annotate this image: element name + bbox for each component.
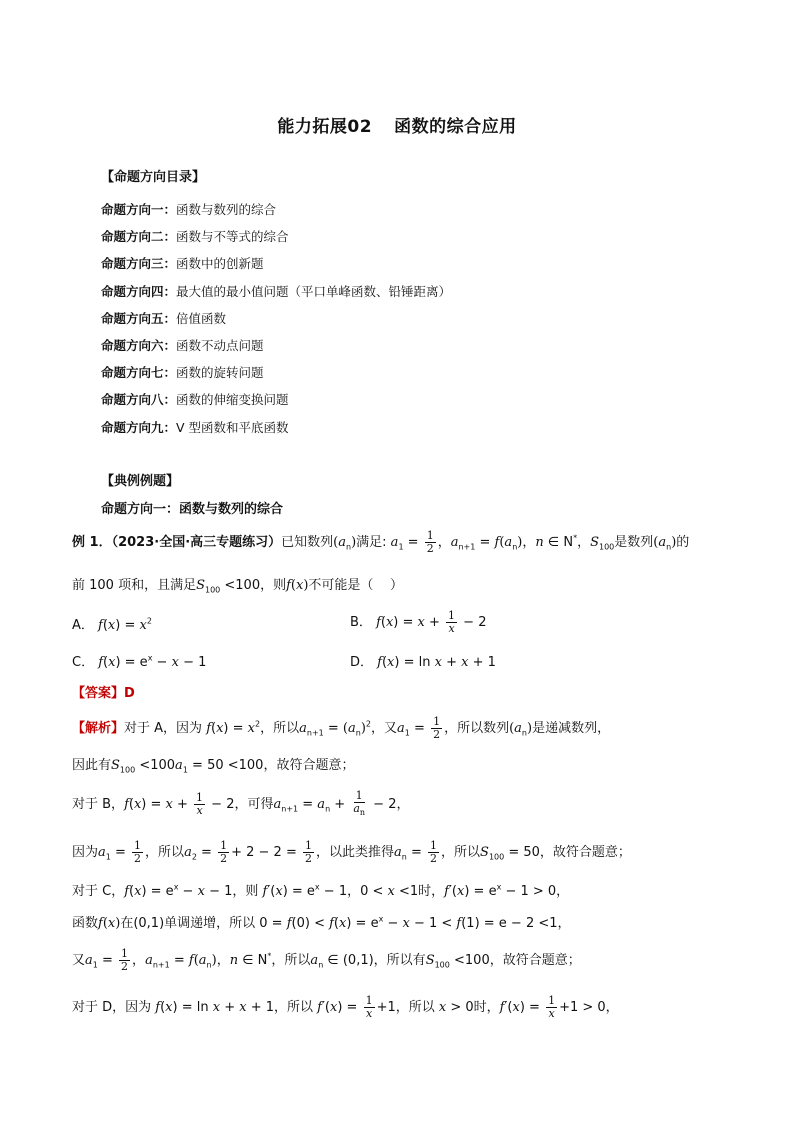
direction-heading: 命题方向一：函数与数列的综合: [101, 502, 284, 517]
toc-item: 命题方向五：倍值函数: [101, 310, 227, 326]
answer: 【答案】D: [72, 686, 135, 701]
toc-item: 命题方向八：函数的伸缩变换问题: [101, 392, 289, 408]
analysis-line-6: 函数f(x)在(0,1)单调递增，所以 $0 = f(0) < f(x) = e^x - x - 1 < f(1) = e - 2 <1$，: [72, 914, 571, 931]
page-title: 能力拓展02 函数的综合应用: [277, 117, 517, 137]
option-d: D． f(x) = ln x + x + 1: [350, 655, 496, 670]
option-a: A． $f(x) = x^2$: [72, 616, 152, 633]
option-b: B． f(x) = x + $\frac{1}{x}$ − 2: [350, 609, 487, 635]
toc-item: 命题方向三：函数中的创新题: [101, 256, 264, 272]
toc-item: 命题方向九：V 型函数和平底函数: [101, 419, 289, 435]
analysis-line-8: 对于 D，因为 f(x) = ln x + x + 1，所以 f′(x) = $\frac{1}{x}$ +1，所以 x > 0时，f′(x) = $\frac{1}{x}$ +1 > 0，: [72, 994, 619, 1020]
analysis-line-3: 对于 B，f(x) = x + $\frac{1}{x}$ − 2，可得$a_{n+1} = a_n$ + $\frac{1}{a_n}$ − 2，: [72, 789, 410, 818]
toc-item: 命题方向二：函数与不等式的综合: [101, 229, 289, 245]
analysis-line-7: 又$a_1$ = $\frac{1}{2}$ ，$a_{n+1} = f(a_n)$，n ∈ N*，所以$a_n$ ∈ (0,1)，所以有$S_{100} <100$，故符合题意；: [72, 947, 581, 973]
toc-item: 命题方向七：函数的旋转问题: [101, 365, 264, 381]
example-statement: 例 1．（2023·全国·高三专题练习）已知数列$(a_n)$满足: $a_1$ = $\frac{1}{2}$ ，$a_{n+1} = f(a_n)$，n ∈ N*，$S_{100}$是数列$(a_n)$的: [72, 529, 690, 555]
analysis-line-1: 【解析】对于 A，因为 $f(x) = x^2$，所以$a_{n+1} = (a_n)^2$，又$a_1$ = $\frac{1}{2}$ ，所以数列$(a_n)$是递减数列，: [72, 715, 611, 741]
examples-header: 【典例例题】: [101, 474, 180, 489]
example-statement-cont: 前 100 项和，且满足$S_{100} <100$，则f(x)不可能是（ ）: [72, 578, 403, 595]
option-c: C． $f(x) = e^x - x - 1$: [72, 653, 207, 670]
analysis-line-5: 对于 C，$f(x) = e^x - x - 1$，则 $f'(x) = e^x - 1$，0 < x <1时，$f'(x) = e^x - 1 > 0$，: [72, 882, 570, 899]
analysis-line-4: 因为$a_1$ = $\frac{1}{2}$ ，所以$a_2$ = $\frac{1}{2}$ + 2 − 2 = $\frac{1}{2}$ ，以此类推得$a_n$ = $\frac{1}{2}$ ，所以$S_{100} = 50$，故符合题意；: [72, 839, 631, 865]
toc-item: 命题方向六：函数不动点问题: [101, 337, 264, 353]
toc-item: 命题方向四：最大值的最小值问题（平口单峰函数、铅锤距离）: [101, 283, 452, 299]
toc-list: [101, 200, 451, 445]
toc-item: 命题方向一：函数与数列的综合: [101, 202, 277, 217]
toc-header: 【命题方向目录】: [101, 170, 206, 185]
analysis-line-2: 因此有$S_{100} <100a_1 = 50 <100$，故符合题意；: [72, 758, 355, 775]
